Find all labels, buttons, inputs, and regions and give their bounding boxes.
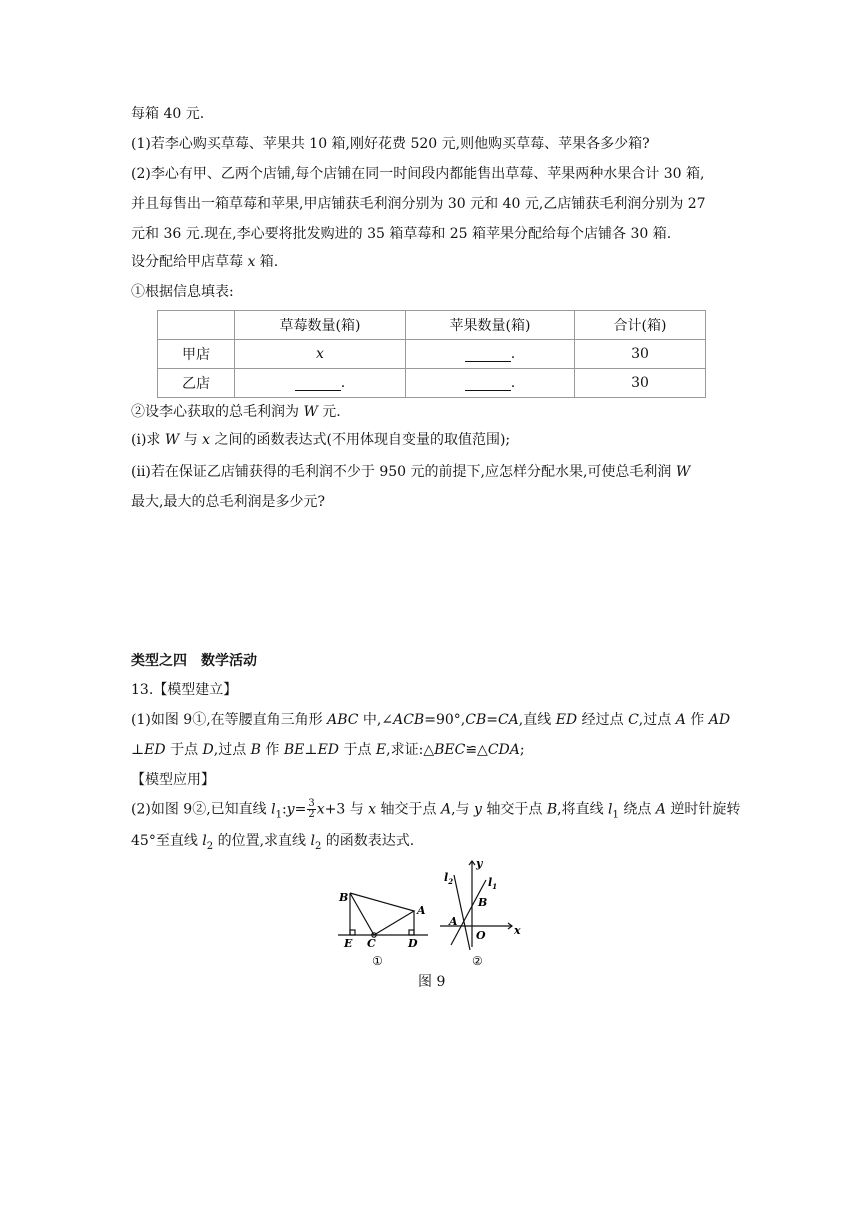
label-l1: $l_1$ (488, 876, 498, 891)
table-header (158, 311, 235, 340)
label-o: O (476, 929, 486, 942)
sub-question-ii-cont: 最大,最大的总毛利润是多少元? (131, 494, 325, 510)
application-line-2: 45°至直线 $l_2$ 的位置,求直线 $l_2$ 的函数表达式. (131, 833, 415, 852)
step-1: ①根据信息填表: (131, 284, 234, 300)
question-2-line-2: 并且每售出一箱草莓和苹果,甲店铺获毛利润分别为 30 元和 40 元,乙店铺获毛利润分别为 27 (131, 196, 706, 212)
label-x: x (514, 924, 521, 937)
table-header: 合计(箱) (575, 311, 706, 340)
label-e: E (344, 937, 353, 950)
table-row (158, 340, 706, 369)
table-row (158, 369, 706, 398)
step-2: ②设李心获取的总毛利润为 W 元. (131, 404, 341, 420)
question-2-line-1: (2)李心有甲、乙两个店铺,每个店铺在同一时间段内都能售出草莓、苹果两种水果合计 30 箱, (131, 166, 705, 182)
label-a: A (417, 904, 426, 917)
row-label: 甲店 (158, 340, 235, 369)
figure-9 (330, 855, 530, 970)
table-cell: 30 (575, 340, 706, 369)
label-y: y (476, 857, 483, 870)
text-line: 每箱 40 元. (131, 106, 205, 122)
row-label: 乙店 (158, 369, 235, 398)
model-line-2: ⊥ED 于点 D,过点 B 作 BE⊥ED 于点 E,求证:△BEC≌△CDA; (131, 742, 525, 758)
question-2-line-3: 元和 36 元.现在,李心要将批发购进的 35 箱草莓和 25 箱苹果分配给每个店铺各 30 箱. (131, 226, 672, 242)
label-b: B (339, 891, 349, 904)
label-d: D (408, 937, 418, 950)
application-line-1: (2)如图 9②,已知直线 $l_1:y=$ $\frac{3}{2}$ x+3 与 x 轴交于点 A,与 y 轴交于点 B,将直线 $l_1$ 绕点 A 逆时针旋转 (131, 798, 741, 821)
section-title: 类型之四 数学活动 (131, 653, 257, 669)
answer-blank[interactable]: . (406, 369, 575, 398)
question-1: (1)若李心购买草莓、苹果共 10 箱,刚好花费 520 元,则他购买草莓、苹果各多少箱? (131, 136, 650, 152)
answer-blank[interactable]: . (235, 369, 406, 398)
application-heading: 【模型应用】 (131, 772, 215, 788)
label-c: C (367, 937, 376, 950)
fraction: $\frac{3}{2}$ (308, 798, 315, 820)
label-l2: $l_2$ (444, 871, 454, 886)
model-line-1: (1)如图 9①,在等腰直角三角形 ABC 中,∠ACB=90°,CB=CA,直线 ED 经过点 C,过点 A 作 AD (131, 712, 731, 728)
sub-question-ii: (ⅱ)若在保证乙店铺获得的毛利润不少于 950 元的前提下,应怎样分配水果,可使总毛利润 W (131, 464, 691, 480)
label-b-2: B (478, 896, 488, 909)
figure-caption: 图 9 (418, 974, 446, 990)
figure-1-triangle (338, 893, 428, 937)
table-header: 苹果数量(箱) (406, 311, 575, 340)
table-cell: x (235, 340, 406, 369)
line-l2 (454, 875, 470, 950)
figure-2-number: ② (472, 954, 483, 968)
question-2-line-4: 设分配给甲店草莓 x 箱. (131, 254, 279, 270)
fill-table (157, 310, 706, 398)
sub-question-i: (ⅰ)求 W 与 x 之间的函数表达式(不用体现自变量的取值范围); (131, 432, 511, 448)
question-13: 13.【模型建立】 (131, 682, 238, 698)
label-a-2: A (449, 915, 458, 928)
table-cell: 30 (575, 369, 706, 398)
figure-1-number: ① (372, 954, 383, 968)
answer-blank[interactable]: . (406, 340, 575, 369)
table-header: 草莓数量(箱) (235, 311, 406, 340)
table-header-row (158, 311, 706, 340)
